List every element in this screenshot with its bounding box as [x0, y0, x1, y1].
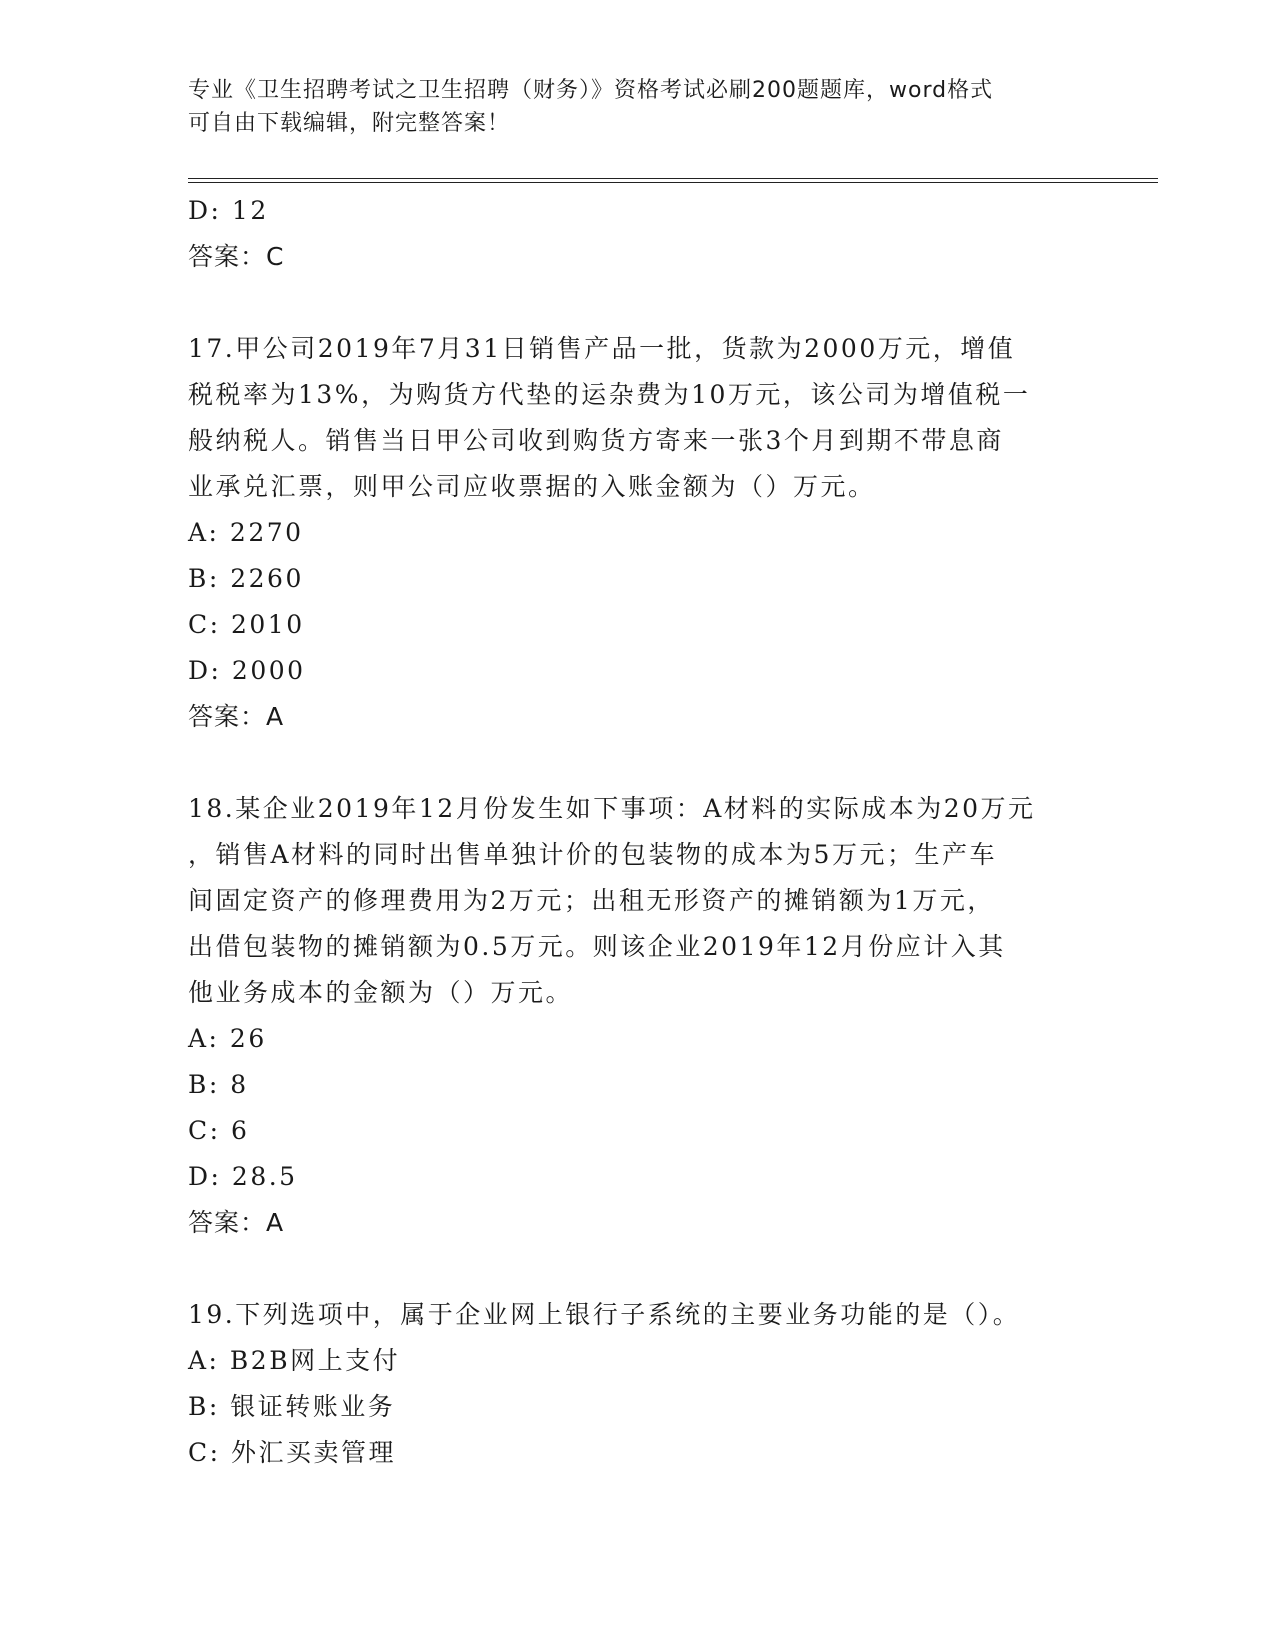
option-c: C: 6: [188, 1116, 250, 1145]
option-d: D: 2000: [188, 656, 306, 685]
option-b: B: 2260: [188, 564, 304, 593]
answer-label: 答案：A: [188, 702, 285, 731]
spacer: [188, 1246, 1088, 1292]
question-text-line: 出借包装物的摊销额为0.5万元。则该企业2019年12月份应计入其: [188, 932, 1006, 961]
question-text-line: 税税率为13%，为购货方代垫的运杂费为10万元，该公司为增值税一: [188, 380, 1031, 409]
spacer: [188, 740, 1088, 786]
question-18: [188, 786, 1088, 1016]
option-a: A: B2B网上支付: [188, 1346, 401, 1375]
option-a: A: 26: [188, 1024, 267, 1053]
option-c: C: 外汇买卖管理: [188, 1438, 396, 1467]
header-title-line-1: 专业《卫生招聘考试之卫生招聘（财务）》资格考试必刷200题题库，word格式: [188, 78, 994, 103]
page-header: [188, 74, 1088, 140]
document-body: [188, 188, 1088, 1476]
header-divider: [188, 178, 1158, 183]
header-title-line-2: 可自由下载编辑，附完整答案！: [188, 111, 511, 136]
question-text-line: 般纳税人。销售当日甲公司收到购货方寄来一张3个月到期不带息商: [188, 426, 1004, 455]
answer-label: 答案：A: [188, 1208, 285, 1237]
question-text-line: 他业务成本的金额为（）万元。: [188, 978, 574, 1007]
option-d: D: 12: [188, 196, 269, 225]
option-d: D: 28.5: [188, 1162, 298, 1191]
question-19: [188, 1292, 1088, 1338]
question-text-line: 18.某企业2019年12月份发生如下事项：A材料的实际成本为20万元: [188, 794, 1036, 823]
question-text-line: 间固定资产的修理费用为2万元；出租无形资产的摊销额为1万元，: [188, 886, 995, 915]
question-text-line: 业承兑汇票，则甲公司应收票据的入账金额为（）万元。: [188, 472, 876, 501]
question-text-line: ，销售A材料的同时出售单独计价的包装物的成本为5万元；生产车: [188, 840, 997, 869]
option-b: B: 8: [188, 1070, 249, 1099]
option-c: C: 2010: [188, 610, 305, 639]
answer-label: 答案：C: [188, 242, 285, 271]
question-text-line: 19.下列选项中，属于企业网上银行子系统的主要业务功能的是（）。: [188, 1300, 1021, 1329]
option-b: B: 银证转账业务: [188, 1392, 396, 1421]
question-text-line: 17.甲公司2019年7月31日销售产品一批，货款为2000万元，增值: [188, 334, 1016, 363]
spacer: [188, 280, 1088, 326]
option-a: A: 2270: [188, 518, 304, 547]
question-17: [188, 326, 1088, 510]
